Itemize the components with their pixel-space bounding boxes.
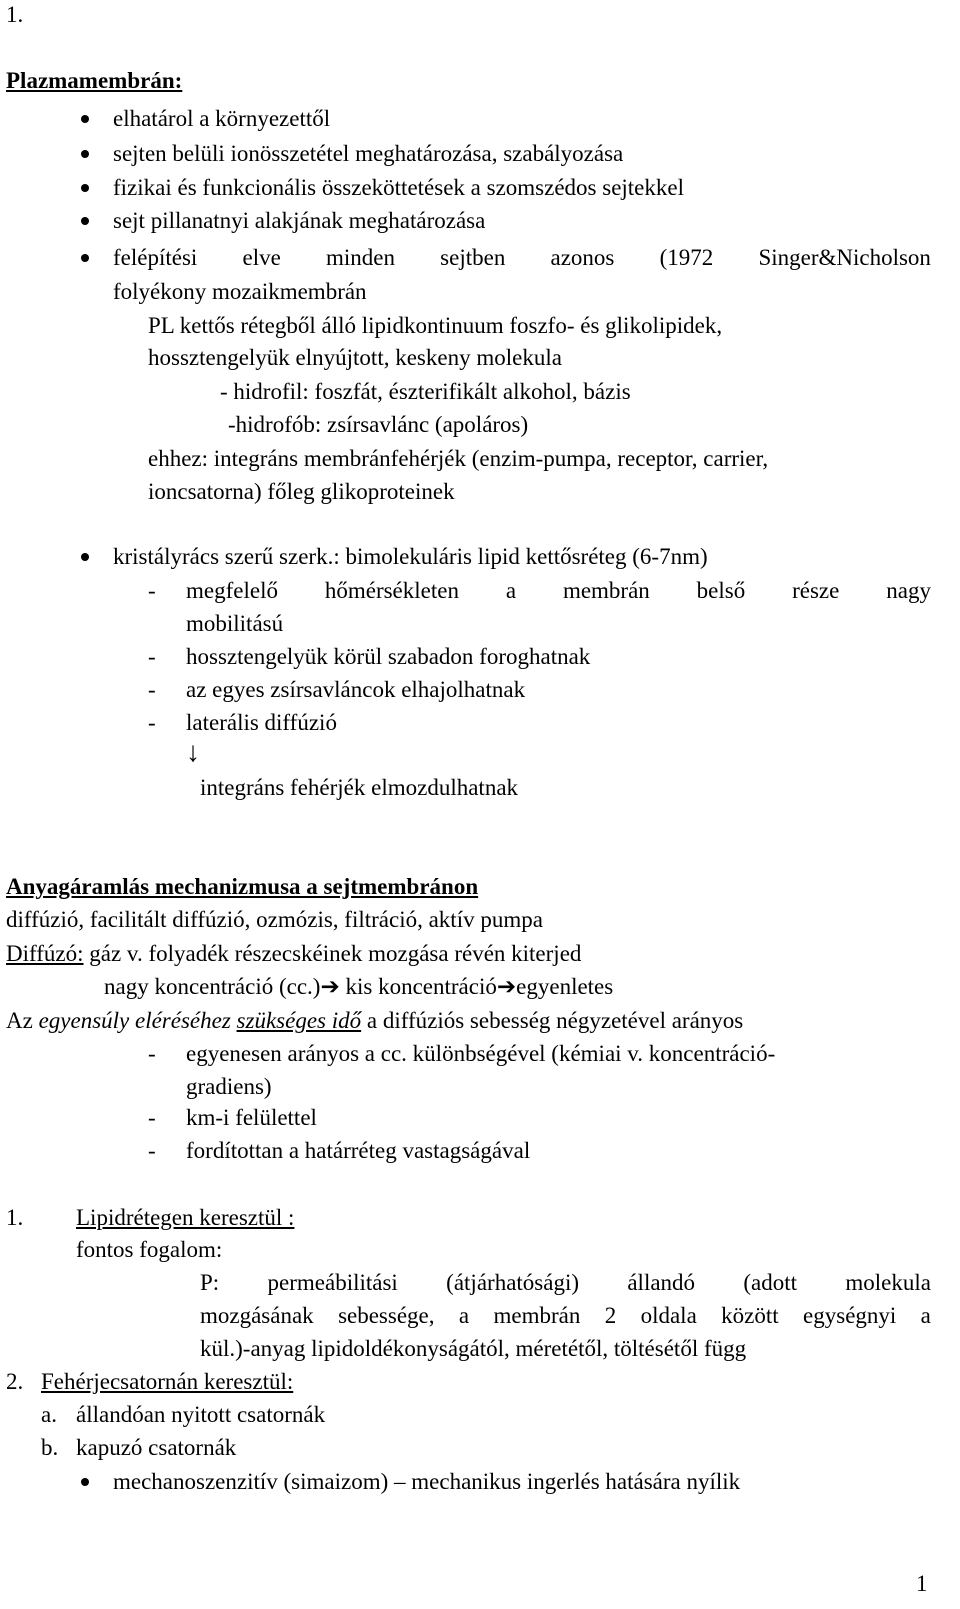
section-heading-transport: Anyagáramlás mechanizmusa a sejtmembránon xyxy=(6,874,479,899)
word: mozgásának xyxy=(200,1303,314,1328)
bullet-item: elhatárol a környezettől xyxy=(113,106,331,131)
word: permeábilitási xyxy=(267,1270,398,1295)
sub-item: állandóan nyitott csatornák xyxy=(76,1402,326,1427)
p-line-3: kül.)-anyag lipidoldékonyságától, méretétől, töltésétől függ xyxy=(200,1336,747,1361)
ehhez-line-1: ehhez: integráns membránfehérjék (enzim-pumpa, receptor, carrier, xyxy=(148,446,769,471)
section-heading-plasma-membrane: Plazmamembrán: xyxy=(6,68,183,93)
dash-icon: - xyxy=(148,677,156,702)
bullet-item-justified xyxy=(113,243,931,273)
eq-item: egyenesen arányos a cc. különbségével (kémiai v. koncentráció- xyxy=(186,1041,776,1066)
equilibrium-line xyxy=(6,1006,743,1036)
dash-item: laterális diffúzió xyxy=(186,710,337,735)
dash-icon: - xyxy=(148,1105,156,1130)
pl-line-1: PL kettős rétegből álló lipidkontinuum foszfo- és glikolipidek, xyxy=(148,313,723,338)
megfelelo-line-justified xyxy=(186,576,931,606)
word: megfelelő xyxy=(186,578,278,603)
mechano-line: mechanoszenzitív (simaizom) – mechanikus ingerlés hatására nyílik xyxy=(113,1469,741,1494)
eq-text: a diffúziós sebesség négyzetével arányos xyxy=(361,1008,744,1033)
word: molekula xyxy=(845,1270,931,1295)
lipid-title: Lipidrétegen keresztül : xyxy=(76,1205,295,1230)
dash-icon: - xyxy=(148,578,156,603)
item-number: 1. xyxy=(6,1205,24,1230)
mobilitasu-line: mobilitású xyxy=(186,611,284,636)
word: (átjárhatósági) xyxy=(446,1270,579,1295)
word: között xyxy=(721,1303,779,1328)
word: nagy xyxy=(886,578,931,603)
word: azonos xyxy=(550,245,615,270)
eq-italic-underlined: szükséges idő xyxy=(236,1008,362,1033)
diffuzo-label: Diffúzó: xyxy=(6,941,84,966)
hidrofil-line: - hidrofil: foszfát, észterifikált alkohol, bázis xyxy=(220,379,631,404)
word: (adott xyxy=(743,1270,798,1295)
dash-icon: - xyxy=(148,1041,156,1066)
integrans-line: integráns fehérjék elmozdulhatnak xyxy=(200,775,519,800)
bullet-icon xyxy=(81,254,89,262)
word: a xyxy=(458,1303,470,1328)
word: belső xyxy=(696,578,746,603)
word: felépítési xyxy=(113,245,198,270)
bullet-icon xyxy=(81,150,89,158)
word: P: xyxy=(200,1270,220,1295)
bullet-icon xyxy=(81,184,89,192)
right-arrow-icon: ➔ xyxy=(496,974,517,999)
word: sejtben xyxy=(440,245,506,270)
conc-part: kis koncentráció xyxy=(339,974,497,999)
word: 2 xyxy=(604,1303,617,1328)
word: oldala xyxy=(640,1303,697,1328)
word: állandó xyxy=(627,1270,696,1295)
word: membrán xyxy=(562,578,650,603)
page-label: 1. xyxy=(6,2,24,27)
diffuzo-line xyxy=(6,939,581,969)
dash-icon: - xyxy=(148,644,156,669)
conc-part: egyenletes xyxy=(516,974,614,999)
item-number: 2. xyxy=(6,1369,24,1394)
dash-icon: - xyxy=(148,1138,156,1163)
eq-text: Az xyxy=(6,1008,39,1033)
sub-label: b. xyxy=(41,1435,59,1460)
p-line-1-justified xyxy=(200,1268,931,1298)
right-arrow-icon: ➔ xyxy=(320,974,340,999)
hidrofob-line: -hidrofób: zsírsavlánc (apoláros) xyxy=(228,412,529,437)
word: sebessége, xyxy=(338,1303,435,1328)
word: membrán xyxy=(493,1303,581,1328)
gradiens-line: gradiens) xyxy=(186,1074,272,1099)
bullet-item: sejten belüli ionösszetétel meghatározása, szabályozása xyxy=(113,141,624,166)
transport-list: diffúzió, facilitált diffúzió, ozmózis, filtráció, aktív pumpa xyxy=(6,907,543,932)
bullet-icon xyxy=(81,217,89,225)
word: (1972 xyxy=(659,245,714,270)
word: egységnyi xyxy=(803,1303,897,1328)
eq-item: km-i felülettel xyxy=(186,1105,317,1130)
sub-label: a. xyxy=(41,1402,57,1427)
dash-icon: - xyxy=(148,710,156,735)
dash-item: az egyes zsírsavláncok elhajolhatnak xyxy=(186,677,526,702)
bullet-icon xyxy=(81,115,89,123)
bullet-item: sejt pillanatnyi alakjának meghatározása xyxy=(113,208,486,233)
eq-item: fordítottan a határréteg vastagságával xyxy=(186,1138,531,1163)
word: a xyxy=(920,1303,931,1328)
word: hőmérsékleten xyxy=(324,578,459,603)
word: Singer&Nicholson xyxy=(758,245,931,270)
word: része xyxy=(792,578,840,603)
conc-part: nagy koncentráció (cc.) xyxy=(104,974,321,999)
p-line-2-justified xyxy=(200,1301,931,1331)
kristaly-line: kristályrács szerű szerk.: bimolekuláris lipid kettősréteg (6-7nm) xyxy=(113,544,708,569)
diffuzo-text: gáz v. folyadék részecskéinek mozgása révén kiterjed xyxy=(83,941,582,966)
page-number: 1 xyxy=(916,1571,928,1596)
word: elve xyxy=(242,245,281,270)
ehhez-line-2: ioncsatorna) főleg glikoproteinek xyxy=(148,479,455,504)
feherje-title: Fehérjecsatornán keresztül: xyxy=(41,1369,294,1394)
word: minden xyxy=(325,245,395,270)
bullet-icon xyxy=(81,553,89,561)
dash-item: hossztengelyük körül szabadon foroghatnak xyxy=(186,644,591,669)
mozaik-line: folyékony mozaikmembrán xyxy=(113,279,367,304)
pl-line-2: hossztengelyük elnyújtott, keskeny molekula xyxy=(148,345,562,370)
concentration-line xyxy=(104,972,613,1002)
fontos-line: fontos fogalom: xyxy=(76,1237,223,1262)
word: a xyxy=(505,578,517,603)
eq-italic: egyensúly eléréséhez xyxy=(38,1008,231,1033)
sub-item: kapuzó csatornák xyxy=(76,1435,237,1460)
bullet-item: fizikai és funkcionális összeköttetések a szomszédos sejtekkel xyxy=(113,175,684,200)
down-arrow-icon: ↓ xyxy=(186,737,200,768)
bullet-icon xyxy=(81,1478,89,1486)
